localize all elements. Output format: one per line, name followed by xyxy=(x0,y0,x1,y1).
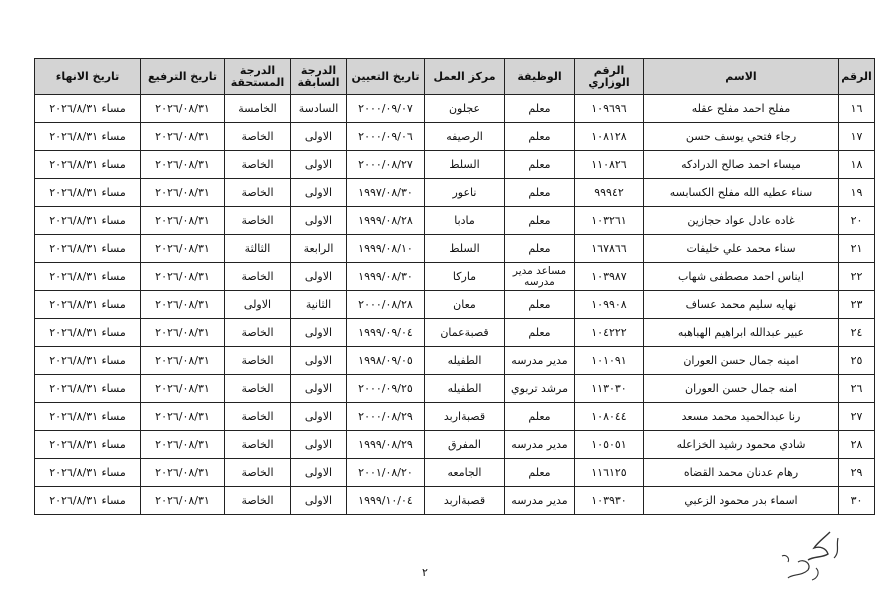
cell-previous-grade: الاولى xyxy=(291,431,347,459)
cell-end-date: مساء ٢٠٢٦/٨/٣١ xyxy=(35,151,141,179)
table-row xyxy=(35,375,875,403)
cell-end-date: مساء ٢٠٢٦/٨/٣١ xyxy=(35,95,141,123)
header-previous-grade: الدرجة السابقة xyxy=(291,59,347,95)
table-row xyxy=(35,319,875,347)
cell-name: غاده عادل عواد حجازين xyxy=(644,207,839,235)
cell-promotion-date: ٢٠٢٦/٠٨/٣١ xyxy=(141,487,225,515)
cell-workplace: المفرق xyxy=(425,431,505,459)
cell-previous-grade: الاولى xyxy=(291,375,347,403)
cell-appointment-date: ١٩٩٩/٠٨/٣٠ xyxy=(347,263,425,291)
cell-due-grade: الاولى xyxy=(225,291,291,319)
cell-end-date: مساء ٢٠٢٦/٨/٣١ xyxy=(35,291,141,319)
cell-end-date: مساء ٢٠٢٦/٨/٣١ xyxy=(35,487,141,515)
cell-name: ميساء احمد صالح الدرادكه xyxy=(644,151,839,179)
cell-ministry-id: ١٠٨٠٤٤ xyxy=(575,403,644,431)
cell-num: ١٩ xyxy=(839,179,875,207)
cell-appointment-date: ٢٠٠٠/٠٩/٠٦ xyxy=(347,123,425,151)
cell-appointment-date: ١٩٩٩/٠٨/١٠ xyxy=(347,235,425,263)
cell-num: ٢٣ xyxy=(839,291,875,319)
cell-num: ٢٦ xyxy=(839,375,875,403)
cell-appointment-date: ١٩٩٩/١٠/٠٤ xyxy=(347,487,425,515)
cell-end-date: مساء ٢٠٢٦/٨/٣١ xyxy=(35,207,141,235)
cell-due-grade: الخاصة xyxy=(225,319,291,347)
header-num: الرقم xyxy=(839,59,875,95)
cell-previous-grade: الاولى xyxy=(291,319,347,347)
cell-name: سناء محمد علي خليفات xyxy=(644,235,839,263)
table-row xyxy=(35,95,875,123)
cell-promotion-date: ٢٠٢٦/٠٨/٣١ xyxy=(141,179,225,207)
cell-due-grade: الخاصة xyxy=(225,431,291,459)
cell-name: رنا عبدالحميد محمد مسعد xyxy=(644,403,839,431)
cell-job: معلم xyxy=(505,319,575,347)
cell-end-date: مساء ٢٠٢٦/٨/٣١ xyxy=(35,375,141,403)
cell-job: مدير مدرسه xyxy=(505,347,575,375)
cell-job: مرشد تربوي xyxy=(505,375,575,403)
cell-promotion-date: ٢٠٢٦/٠٨/٣١ xyxy=(141,95,225,123)
cell-due-grade: الخاصة xyxy=(225,123,291,151)
header-promotion-date: تاريخ الترفيع xyxy=(141,59,225,95)
cell-name: ايناس احمد مصطفى شهاب xyxy=(644,263,839,291)
header-workplace: مركز العمل xyxy=(425,59,505,95)
cell-num: ٢٧ xyxy=(839,403,875,431)
cell-appointment-date: ٢٠٠٠/٠٨/٢٨ xyxy=(347,291,425,319)
cell-due-grade: الخاصة xyxy=(225,347,291,375)
cell-previous-grade: الاولى xyxy=(291,403,347,431)
cell-promotion-date: ٢٠٢٦/٠٨/٣١ xyxy=(141,291,225,319)
table-row xyxy=(35,263,875,291)
cell-end-date: مساء ٢٠٢٦/٨/٣١ xyxy=(35,179,141,207)
cell-end-date: مساء ٢٠٢٦/٨/٣١ xyxy=(35,459,141,487)
table-row xyxy=(35,291,875,319)
cell-job: معلم xyxy=(505,123,575,151)
cell-name: سناء عطيه الله مفلح الكسابسه xyxy=(644,179,839,207)
cell-name: رهام عدنان محمد القضاه xyxy=(644,459,839,487)
cell-workplace: السلط xyxy=(425,235,505,263)
cell-appointment-date: ٢٠٠٠/٠٩/٢٥ xyxy=(347,375,425,403)
cell-workplace: الجامعه xyxy=(425,459,505,487)
cell-ministry-id: ١٦٧٨٦٦ xyxy=(575,235,644,263)
cell-promotion-date: ٢٠٢٦/٠٨/٣١ xyxy=(141,403,225,431)
cell-appointment-date: ١٩٩٧/٠٨/٣٠ xyxy=(347,179,425,207)
cell-workplace: ماركا xyxy=(425,263,505,291)
cell-num: ٢٠ xyxy=(839,207,875,235)
cell-num: ٢٥ xyxy=(839,347,875,375)
cell-job: معلم xyxy=(505,179,575,207)
table-body xyxy=(35,95,875,515)
cell-promotion-date: ٢٠٢٦/٠٨/٣١ xyxy=(141,207,225,235)
cell-job: مدير مدرسه xyxy=(505,487,575,515)
cell-job: معلم xyxy=(505,459,575,487)
cell-workplace: ناعور xyxy=(425,179,505,207)
cell-appointment-date: ٢٠٠٠/٠٨/٢٧ xyxy=(347,151,425,179)
cell-due-grade: الخاصة xyxy=(225,459,291,487)
cell-job: معلم xyxy=(505,235,575,263)
table-row xyxy=(35,403,875,431)
cell-job: معلم xyxy=(505,291,575,319)
cell-promotion-date: ٢٠٢٦/٠٨/٣١ xyxy=(141,459,225,487)
cell-workplace: مادبا xyxy=(425,207,505,235)
cell-previous-grade: الرابعة xyxy=(291,235,347,263)
cell-previous-grade: الاولى xyxy=(291,151,347,179)
table-row xyxy=(35,235,875,263)
cell-num: ١٨ xyxy=(839,151,875,179)
cell-previous-grade: الاولى xyxy=(291,123,347,151)
cell-previous-grade: الاولى xyxy=(291,459,347,487)
cell-due-grade: الثالثة xyxy=(225,235,291,263)
cell-num: ٢٩ xyxy=(839,459,875,487)
cell-promotion-date: ٢٠٢٦/٠٨/٣١ xyxy=(141,151,225,179)
header-due-grade: الدرجة المستحقة xyxy=(225,59,291,95)
cell-end-date: مساء ٢٠٢٦/٨/٣١ xyxy=(35,347,141,375)
header-job: الوظيفة xyxy=(505,59,575,95)
cell-workplace: الرصيفه xyxy=(425,123,505,151)
cell-appointment-date: ١٩٩٩/٠٨/٢٩ xyxy=(347,431,425,459)
cell-ministry-id: ١٠٣٢٦١ xyxy=(575,207,644,235)
cell-ministry-id: ١٠٣٩٨٧ xyxy=(575,263,644,291)
cell-name: مفلح احمد مفلح عقله xyxy=(644,95,839,123)
cell-ministry-id: ١٠٣٩٣٠ xyxy=(575,487,644,515)
cell-end-date: مساء ٢٠٢٦/٨/٣١ xyxy=(35,235,141,263)
cell-promotion-date: ٢٠٢٦/٠٨/٣١ xyxy=(141,347,225,375)
cell-due-grade: الخامسة xyxy=(225,95,291,123)
promotions-table xyxy=(34,58,875,515)
header-end-date: تاريخ الانهاء xyxy=(35,59,141,95)
cell-ministry-id: ١٠٤٢٢٢ xyxy=(575,319,644,347)
cell-name: شادي محمود رشيد الخزاعله xyxy=(644,431,839,459)
header-ministry-id: الرقم الوزاري xyxy=(575,59,644,95)
cell-previous-grade: السادسة xyxy=(291,95,347,123)
cell-ministry-id: ٩٩٩٤٢ xyxy=(575,179,644,207)
cell-num: ٢١ xyxy=(839,235,875,263)
cell-ministry-id: ١١٠٨٢٦ xyxy=(575,151,644,179)
cell-promotion-date: ٢٠٢٦/٠٨/٣١ xyxy=(141,235,225,263)
cell-job: معلم xyxy=(505,207,575,235)
cell-workplace: قصبةاربد xyxy=(425,487,505,515)
cell-ministry-id: ١١٦١٢٥ xyxy=(575,459,644,487)
header-appointment-date: تاريخ التعيين xyxy=(347,59,425,95)
cell-job: معلم xyxy=(505,95,575,123)
cell-end-date: مساء ٢٠٢٦/٨/٣١ xyxy=(35,431,141,459)
cell-end-date: مساء ٢٠٢٦/٨/٣١ xyxy=(35,403,141,431)
cell-appointment-date: ٢٠٠٠/٠٩/٠٧ xyxy=(347,95,425,123)
cell-previous-grade: الاولى xyxy=(291,179,347,207)
cell-due-grade: الخاصة xyxy=(225,207,291,235)
cell-ministry-id: ١٠٩٦٩٦ xyxy=(575,95,644,123)
cell-workplace: عجلون xyxy=(425,95,505,123)
cell-previous-grade: الاولى xyxy=(291,207,347,235)
cell-name: رجاء فتحي يوسف حسن xyxy=(644,123,839,151)
cell-num: ١٧ xyxy=(839,123,875,151)
cell-due-grade: الخاصة xyxy=(225,151,291,179)
cell-promotion-date: ٢٠٢٦/٠٨/٣١ xyxy=(141,263,225,291)
cell-end-date: مساء ٢٠٢٦/٨/٣١ xyxy=(35,263,141,291)
cell-due-grade: الخاصة xyxy=(225,375,291,403)
table-row xyxy=(35,123,875,151)
cell-name: امينه جمال حسن العوران xyxy=(644,347,839,375)
cell-end-date: مساء ٢٠٢٦/٨/٣١ xyxy=(35,319,141,347)
cell-name: اسماء بدر محمود الزعبي xyxy=(644,487,839,515)
cell-end-date: مساء ٢٠٢٦/٨/٣١ xyxy=(35,123,141,151)
cell-appointment-date: ٢٠٠٠/٠٨/٢٩ xyxy=(347,403,425,431)
cell-appointment-date: ١٩٩٨/٠٩/٠٥ xyxy=(347,347,425,375)
table-header xyxy=(35,59,875,95)
table-row xyxy=(35,179,875,207)
cell-promotion-date: ٢٠٢٦/٠٨/٣١ xyxy=(141,431,225,459)
cell-previous-grade: الاولى xyxy=(291,263,347,291)
cell-appointment-date: ٢٠٠١/٠٨/٢٠ xyxy=(347,459,425,487)
header-name: الاسم xyxy=(644,59,839,95)
cell-job: معلم xyxy=(505,151,575,179)
cell-ministry-id: ١٠١٠٩١ xyxy=(575,347,644,375)
cell-workplace: قصبةاربد xyxy=(425,403,505,431)
table-row xyxy=(35,347,875,375)
table-row xyxy=(35,431,875,459)
cell-previous-grade: الثانية xyxy=(291,291,347,319)
header-row xyxy=(35,59,875,95)
cell-appointment-date: ١٩٩٩/٠٨/٢٨ xyxy=(347,207,425,235)
cell-workplace: قصبةعمان xyxy=(425,319,505,347)
cell-ministry-id: ١٠٥٠٥١ xyxy=(575,431,644,459)
cell-job: معلم xyxy=(505,403,575,431)
cell-workplace: الطفيله xyxy=(425,375,505,403)
table-row xyxy=(35,151,875,179)
cell-promotion-date: ٢٠٢٦/٠٨/٣١ xyxy=(141,375,225,403)
cell-num: ٣٠ xyxy=(839,487,875,515)
page-number: ٢ xyxy=(422,566,428,579)
cell-workplace: السلط xyxy=(425,151,505,179)
table-row xyxy=(35,207,875,235)
cell-workplace: الطفيله xyxy=(425,347,505,375)
cell-name: عبير عبدالله ابراهيم الهباهبه xyxy=(644,319,839,347)
cell-promotion-date: ٢٠٢٦/٠٨/٣١ xyxy=(141,319,225,347)
cell-num: ٢٨ xyxy=(839,431,875,459)
cell-appointment-date: ١٩٩٩/٠٩/٠٤ xyxy=(347,319,425,347)
cell-num: ٢٤ xyxy=(839,319,875,347)
cell-ministry-id: ١٠٨١٢٨ xyxy=(575,123,644,151)
cell-ministry-id: ١٠٩٩٠٨ xyxy=(575,291,644,319)
table-row xyxy=(35,487,875,515)
cell-job: مساعد مدير مدرسه xyxy=(505,263,575,291)
cell-name: نهايه سليم محمد عساف xyxy=(644,291,839,319)
cell-previous-grade: الاولى xyxy=(291,487,347,515)
cell-job: مدير مدرسه xyxy=(505,431,575,459)
cell-promotion-date: ٢٠٢٦/٠٨/٣١ xyxy=(141,123,225,151)
cell-due-grade: الخاصة xyxy=(225,487,291,515)
cell-workplace: معان xyxy=(425,291,505,319)
cell-due-grade: الخاصة xyxy=(225,263,291,291)
table-row xyxy=(35,459,875,487)
cell-due-grade: الخاصة xyxy=(225,179,291,207)
cell-name: امنه جمال حسن العوران xyxy=(644,375,839,403)
cell-num: ١٦ xyxy=(839,95,875,123)
cell-ministry-id: ١١٣٠٣٠ xyxy=(575,375,644,403)
cell-num: ٢٢ xyxy=(839,263,875,291)
cell-due-grade: الخاصة xyxy=(225,403,291,431)
cell-previous-grade: الاولى xyxy=(291,347,347,375)
